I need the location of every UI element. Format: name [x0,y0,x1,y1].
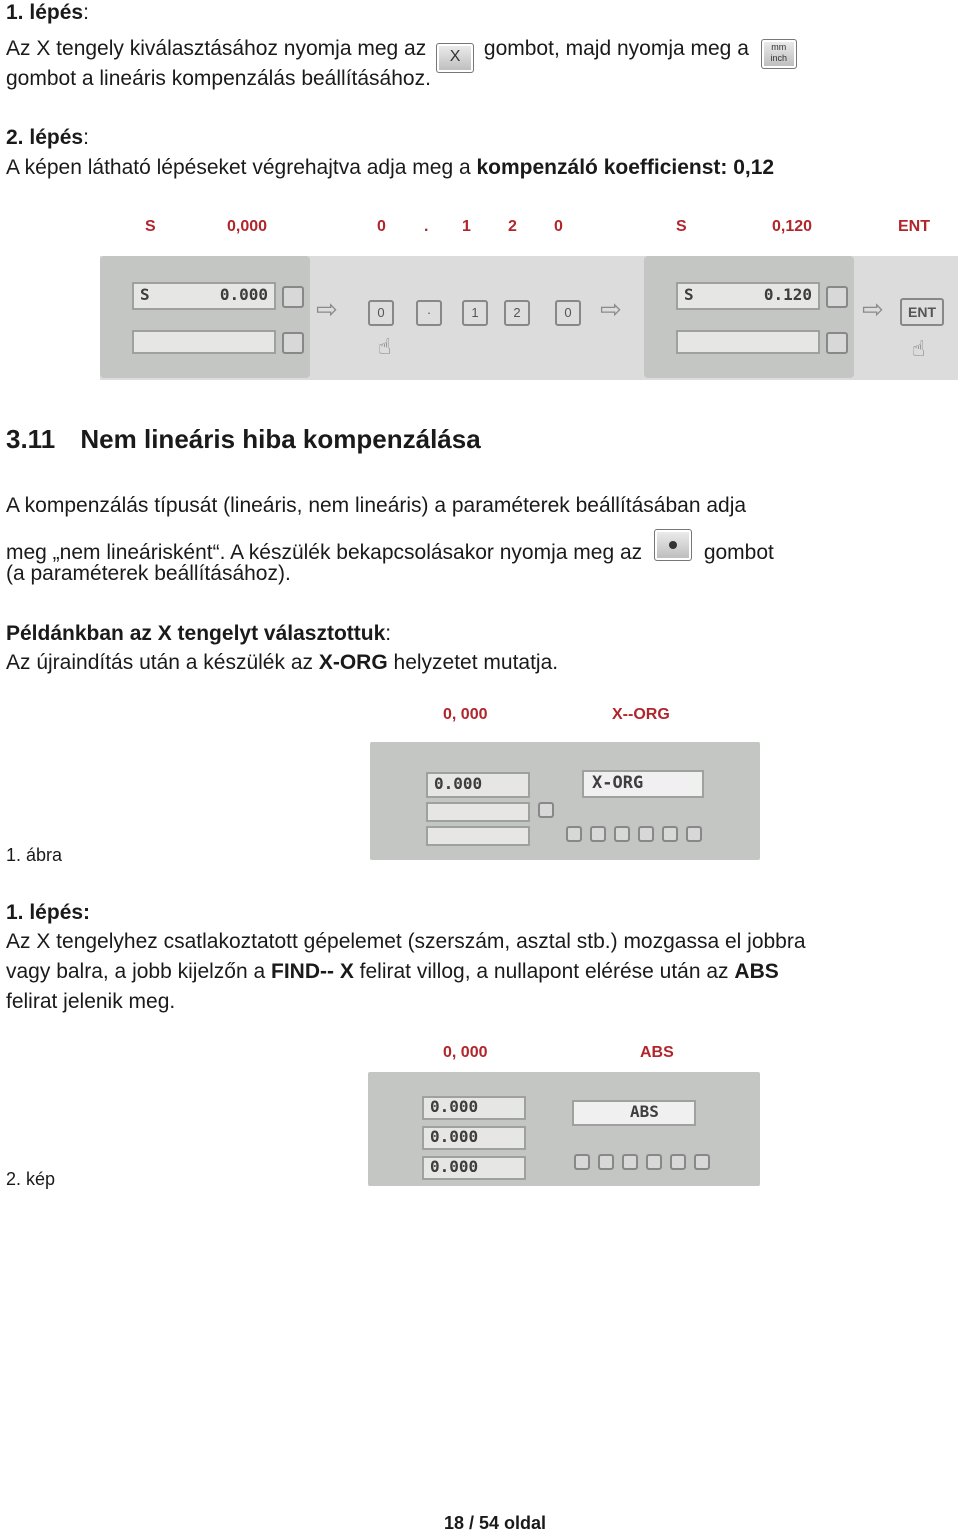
left-axis-key-2 [282,332,304,354]
right-display-upper: S 0.120 [676,282,820,310]
seq-label-2: 2 [508,218,517,235]
fig2-label-right: ABS [640,1044,674,1061]
seq-label-0b: 0 [554,218,563,235]
seq-label-s2: S [676,218,687,235]
ent-key: ENT [900,298,944,326]
step1-line1: Az X tengely kiválasztásához nyomja meg az X gombot, majd nyomja meg a mm inch [6,34,797,73]
seq-label-s1: S [145,218,156,235]
seq-label-dot: . [424,218,429,235]
fig1-left-display-3 [426,826,530,846]
x-key-icon: X [436,43,474,73]
seq-label-1: 1 [462,218,471,235]
key-0: 0 [368,300,394,326]
fig2-display-row2: 0.000 [422,1126,526,1150]
key-0b: 0 [555,300,581,326]
para1-line1: A kompenzálás típusát (lineáris, nem lineáris) a paraméterek beállításában adja [6,494,747,517]
fig1-caption: 1. ábra [6,845,63,865]
key-2: 2 [504,300,530,326]
left-axis-key-1 [282,286,304,308]
step1b-line2: vagy balra, a jobb kijelzőn a FIND-- X felirat villog, a nullapont elérése után az ABS [6,960,779,983]
step1b-line1: Az X tengelyhez csatlakoztatott gépelemet (szerszám, asztal stb.) mozgassa el jobbra [6,930,806,953]
fig2-caption: 2. kép [6,1169,56,1189]
right-display-lower [676,330,820,354]
sequence-figure [100,256,958,380]
arrow-icon: ⇨ [600,294,622,324]
seq-label-0120: 0,120 [772,218,813,235]
fig2-right-display: ABS [572,1100,696,1126]
mm-inch-key-icon: mm inch [761,39,797,69]
step1b-title: 1. lépés: [6,901,91,924]
fig1-left-display: 0.000 [426,772,530,798]
fig2-label-left: 0, 000 [443,1044,488,1061]
left-display-lower [132,330,276,354]
example-line2: Az újraindítás után a készülék az X-ORG helyzetet mutatja. [6,651,559,674]
para1-line2: meg „nem lineárisként“. A készülék bekapcsolásakor nyomja meg az gombot [6,529,774,568]
fig2-device [368,1072,760,1186]
arrow-icon: ⇨ [316,294,338,324]
seq-label-0: 0 [377,218,386,235]
left-device-panel [100,256,310,378]
seq-label-0000: 0,000 [227,218,268,235]
step1-title: 1. lépés: [6,1,89,24]
step2-title: 2. lépés: [6,126,89,149]
step2-line: A képen látható lépéseket végrehajtva adja meg a kompenzáló koefficienst: 0,12 [6,156,775,179]
para1-line3: (a paraméterek beállításához). [6,562,291,585]
seq-label-ent: ENT [898,218,930,235]
fig1-label-right: X--ORG [612,706,670,723]
fig1-right-display: X-ORG [582,770,704,798]
arrow-icon: ⇨ [862,294,884,324]
fig2-display-row3: 0.000 [422,1156,526,1180]
page-footer: 18 / 54 oldal [443,1513,547,1533]
fig1-left-display-2 [426,802,530,822]
step1b-line3: felirat jelenik meg. [6,990,176,1013]
right-axis-key-2 [826,332,848,354]
fig2-display-row1: 0.000 [422,1096,526,1120]
fig1-label-left: 0, 000 [443,706,488,723]
key-dot: · [416,300,442,326]
section-heading: 3.11 Nem lineáris hiba kompenzálása [6,424,481,454]
fig1-device [370,742,760,860]
left-display-upper: S 0.000 [132,282,276,310]
fig1-key [538,802,554,818]
example-title: Példánkban az X tengelyt választottuk: [6,622,392,645]
hand-pointer-icon: ☝ [378,334,392,359]
dot-key-icon [654,529,692,561]
step1-line2: gombot a lineáris kompenzálás beállításához. [6,67,431,90]
hand-pointer-icon: ☝ [912,336,926,361]
right-axis-key-1 [826,286,848,308]
key-1: 1 [462,300,488,326]
right-device-panel [644,256,854,378]
